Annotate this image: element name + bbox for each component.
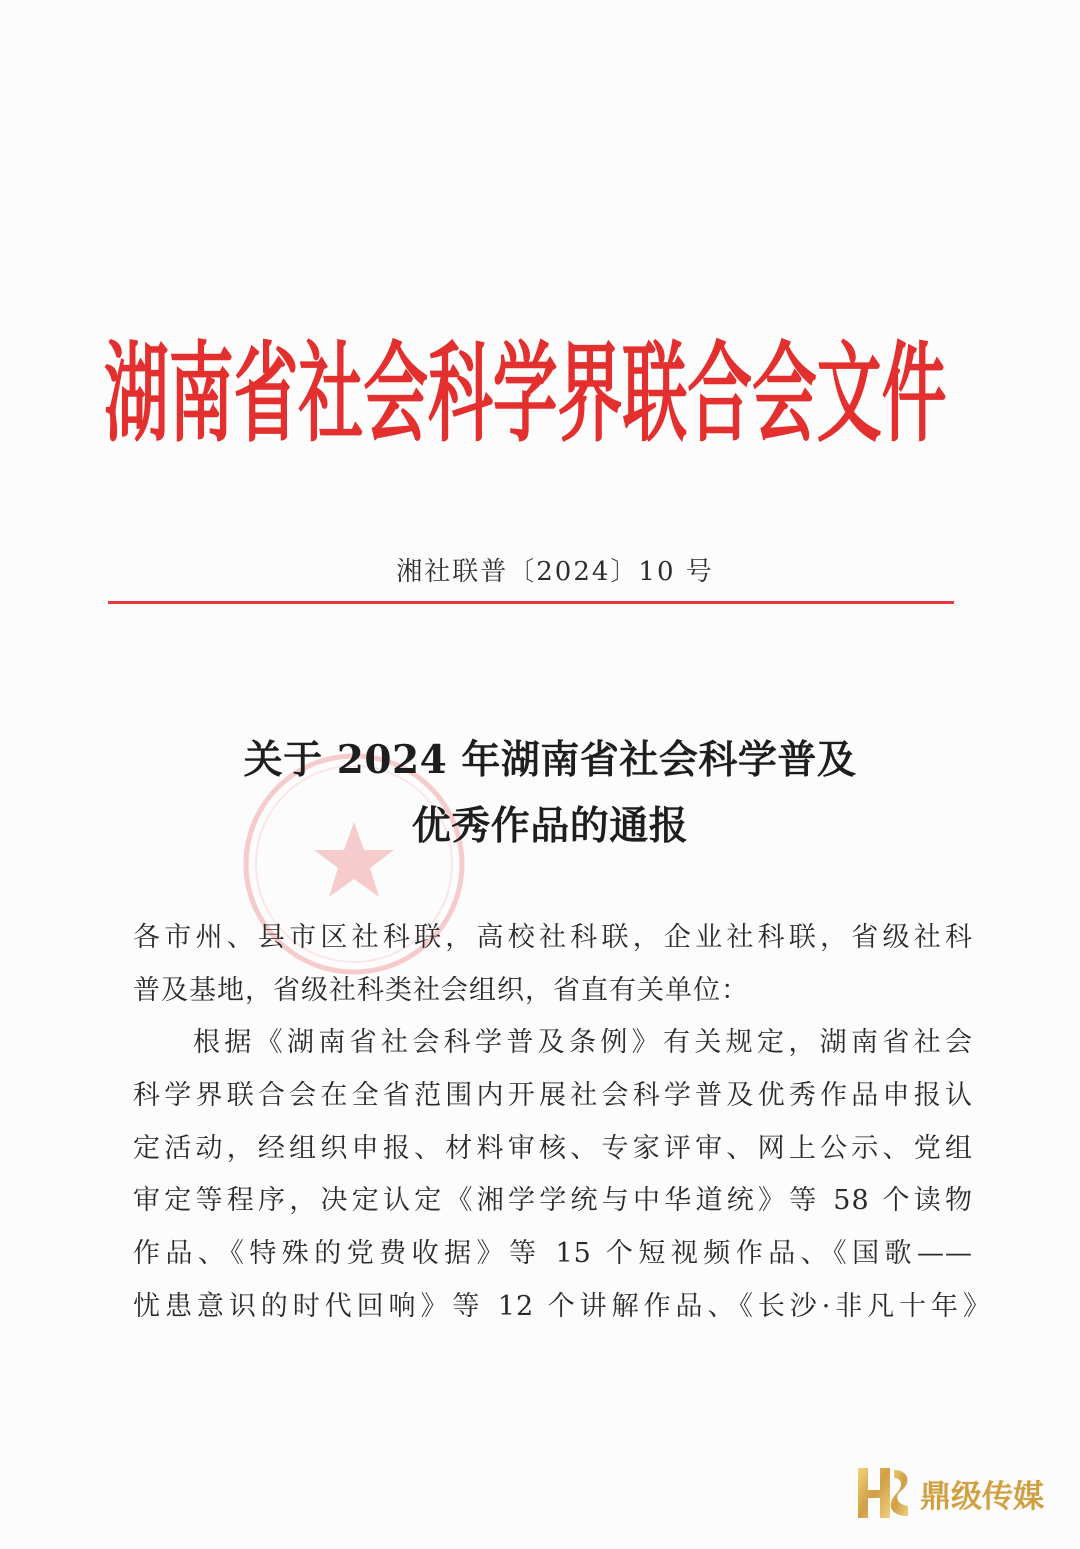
addressee-line: 各市州、县市区社科联，高校社科联，企业社科联，省级社科 [133,922,973,953]
notice-title-line-2: 优秀作品的通报 [411,803,689,849]
paragraph-line: 忧患意识的时代回响》等 12 个讲解作品、《长沙·非凡十年》 [133,1290,991,1322]
red-divider-line [108,601,954,604]
notice-title-line-1: 关于 2024 年湖南省社会科学普及 [243,737,857,783]
brand-logo-icon [850,1460,916,1526]
paragraph-line: 审定等程序，决定认定《湘学学统与中华道统》等 58 个读物 [133,1185,973,1217]
paragraph-line: 定活动，经组织申报、材料审核、专家评审、网上公示、党组 [133,1132,973,1164]
addressee-line: 普及基地，省级社科类社会组织，省直有关单位： [133,974,749,1006]
notice-body [133,912,991,1334]
watermark-logo [850,1458,1060,1528]
issuer-title: 湖南省社会科学界联合会文件 [104,331,947,457]
document-number: 湘社联普〔2024〕10 号 [396,557,714,587]
paragraph-line: 根据《湖南省社会科学普及条例》有关规定，湖南省社会 [193,1027,973,1059]
document-header [104,328,970,464]
brand-name: 鼎级传媒 [920,1478,1044,1515]
paragraph-line: 作品、《特殊的党费收据》等 15 个短视频作品、《国歌—— [133,1238,973,1270]
paragraph-line: 科学界联合会在全省范围内开展社会科学普及优秀作品申报认 [133,1080,973,1112]
